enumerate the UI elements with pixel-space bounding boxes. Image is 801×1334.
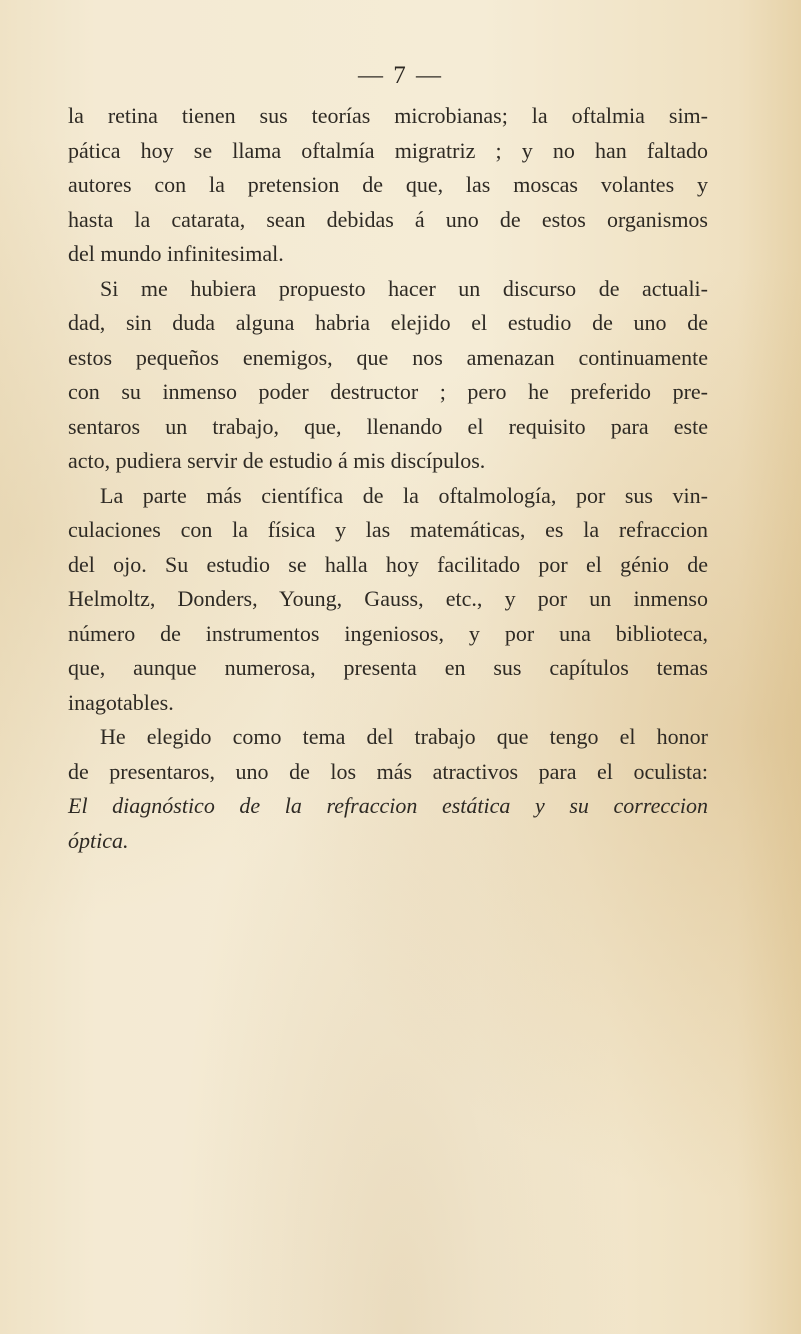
text-line: autores con la pretension de que, las moscas volantes y (68, 172, 708, 197)
text-line: acto, pudiera servir de estudio á mis discípulos. (68, 448, 486, 473)
text-line: culaciones con la física y las matemáticas, es la refraccion (68, 517, 708, 542)
text-line: estos pequeños enemigos, que nos amenazan continuamente (68, 344, 708, 370)
text-line: con su inmenso poder destructor ; pero he preferido pre- (68, 379, 708, 404)
text-line: del ojo. Su estudio se halla hoy facilitado por el génio de (68, 551, 708, 577)
text-line: sentaros un trabajo, que, llenando el requisito para este (68, 413, 708, 439)
text-line: que, aunque numerosa, presenta en sus capítulos temas (68, 655, 708, 680)
text-line: Si me hubiera propuesto hacer un discurso de actuali- (100, 275, 708, 301)
text-line: Helmoltz, Donders, Young, Gauss, etc., y por un inmenso (68, 586, 708, 611)
text-line: La parte más científica de la oftalmología, por sus vin- (100, 482, 708, 508)
text-line: El diagnóstico de la refraccion estática y su correccion (68, 793, 708, 818)
text-line: número de instrumentos ingeniosos, y por una biblioteca, (68, 620, 708, 646)
text-line: óptica. (68, 827, 129, 853)
text-line: inagotables. (68, 689, 174, 715)
text-line: dad, sin duda alguna habria elejido el estudio de uno de (68, 310, 708, 335)
text-line: hasta la catarata, sean debidas á uno de estos organismos (68, 206, 708, 232)
text-line: del mundo infinitesimal. (68, 241, 284, 266)
text-line: la retina tienen sus teorías microbianas; la oftalmia sim- (68, 103, 708, 128)
body-text (68, 99, 708, 858)
text-line: He elegido como tema del trabajo que tengo el honor (100, 724, 708, 749)
page-number: — 7 — (358, 62, 443, 89)
text-line: de presentaros, uno de los más atractivos para el oculista: (68, 758, 708, 784)
text-line: pática hoy se llama oftalmía migratriz ; y no han faltado (68, 137, 708, 163)
